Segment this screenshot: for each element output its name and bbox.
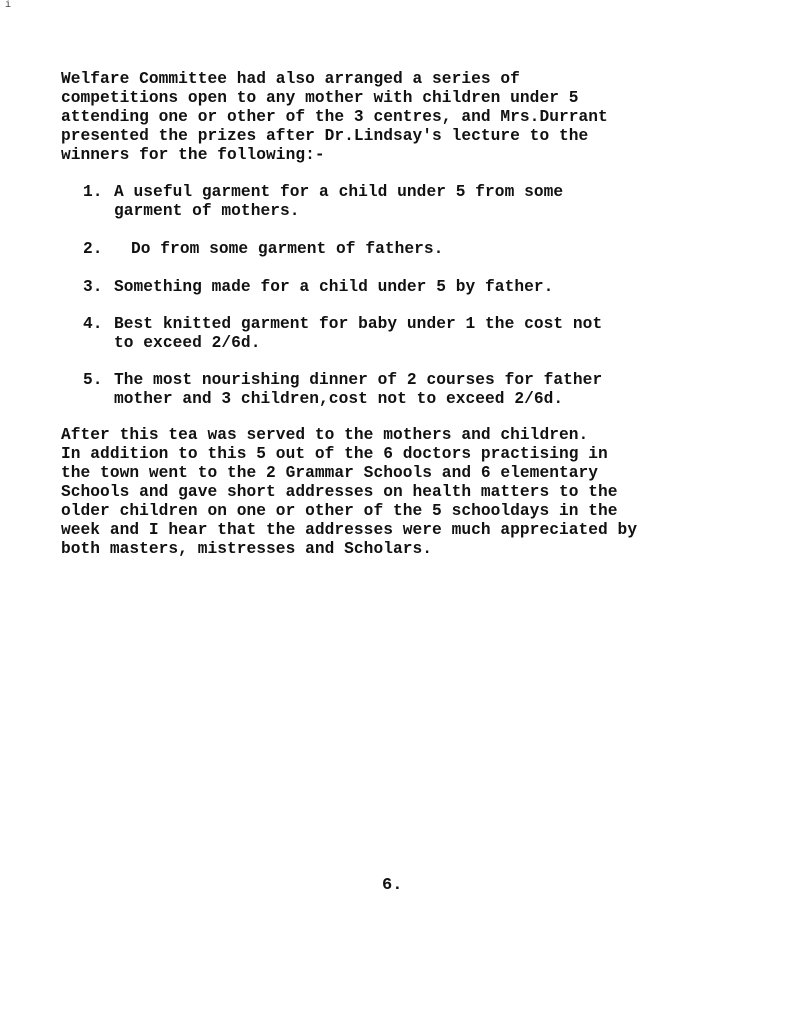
item-text: to exceed 2/6d. bbox=[114, 334, 261, 352]
item-text: A useful garment for a child under 5 from some bbox=[114, 183, 564, 201]
closing-line: older children on one or other of the 5 schooldays in the bbox=[61, 502, 618, 520]
closing-line: After this tea was served to the mothers and children. bbox=[61, 426, 589, 444]
closing-line: In addition to this 5 out of the 6 doctors practising in bbox=[61, 445, 608, 463]
intro-line: winners for the following:- bbox=[61, 146, 325, 164]
intro-line: competitions open to any mother with children under 5 bbox=[61, 89, 579, 107]
closing-line: week and I hear that the addresses were much appreciated by bbox=[61, 521, 638, 539]
item-number: 5. bbox=[83, 371, 103, 389]
page-number: 6. bbox=[382, 876, 403, 895]
intro-line: Welfare Committee had also arranged a series of bbox=[61, 70, 520, 88]
item-number: 4. bbox=[83, 315, 103, 333]
item-text: Best knitted garment for baby under 1 the cost not bbox=[114, 315, 603, 333]
item-number: 2. bbox=[83, 240, 103, 258]
item-text: Do from some garment of fathers. bbox=[131, 240, 444, 258]
item-text: Something made for a child under 5 by father. bbox=[114, 278, 554, 296]
closing-line: the town went to the 2 Grammar Schools and 6 elementary bbox=[61, 464, 599, 482]
intro-line: attending one or other of the 3 centres, and Mrs.Durrant bbox=[61, 108, 608, 126]
item-text: The most nourishing dinner of 2 courses for father bbox=[114, 371, 603, 389]
closing-line: Schools and gave short addresses on health matters to the bbox=[61, 483, 618, 501]
item-text: mother and 3 children,cost not to exceed 2/6d. bbox=[114, 390, 564, 408]
item-number: 1. bbox=[83, 183, 103, 201]
page-corner-mark: i bbox=[5, 0, 12, 11]
closing-line: both masters, mistresses and Scholars. bbox=[61, 540, 433, 558]
intro-line: presented the prizes after Dr.Lindsay's lecture to the bbox=[61, 127, 589, 145]
item-number: 3. bbox=[83, 278, 103, 296]
item-text: garment of mothers. bbox=[114, 202, 300, 220]
